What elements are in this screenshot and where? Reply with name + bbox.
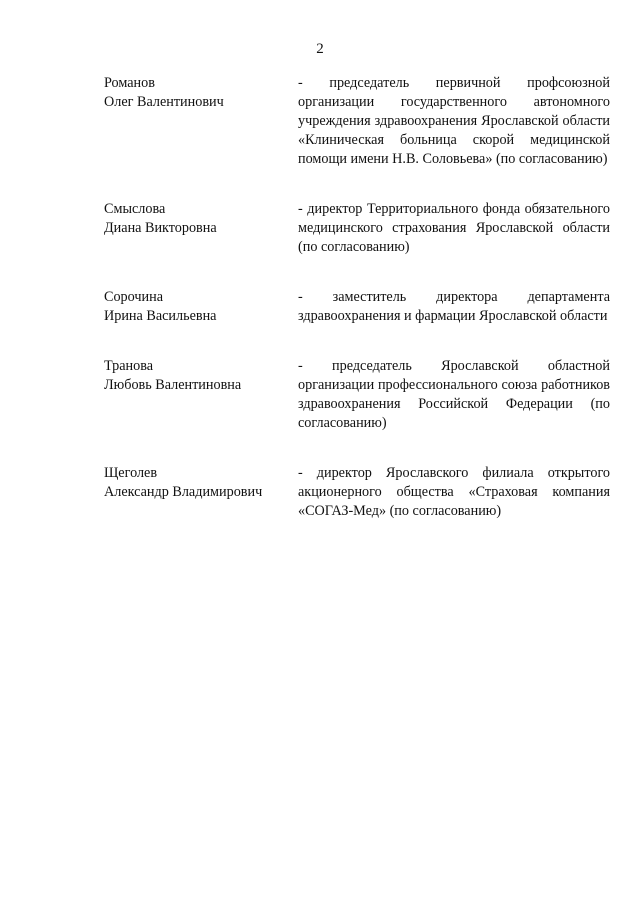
page-number: 2 (316, 41, 324, 57)
member-surname: Сорочина (104, 289, 163, 305)
member-given-names: Александр Владимирович (104, 484, 263, 500)
member-role: - заместитель директора департамента здравоохранения и фармации Ярославской области (298, 289, 610, 324)
member-role: - директор Территориального фонда обязательного медицинского страхования Ярославской области (по согласованию) (298, 201, 610, 255)
member-role: - председатель первичной профсоюзной организации государственного автономного учреждения здравоохранения Ярославской области «Клиническая больница скорой медицинской помощи имени Н.В. Соловьева» (по согласованию) (298, 75, 610, 167)
member-role: - председатель Ярославской областной организации профессионального союза работников здравоохранения Российской Федерации (по согласованию) (298, 358, 610, 431)
member-given-names: Диана Викторовна (104, 220, 217, 236)
member-entry (104, 464, 610, 521)
member-given-names: Олег Валентинович (104, 94, 224, 110)
member-name (104, 288, 298, 326)
member-name (104, 464, 298, 521)
member-surname: Смыслова (104, 201, 166, 217)
member-surname: Щеголев (104, 465, 158, 481)
member-name (104, 74, 298, 169)
member-given-names: Ирина Васильевна (104, 308, 217, 324)
member-entry (104, 200, 610, 257)
member-name (104, 357, 298, 433)
member-entry (104, 357, 610, 433)
member-name (104, 200, 298, 257)
member-given-names: Любовь Валентиновна (104, 377, 242, 393)
member-role: - директор Ярославского филиала открытого акционерного общества «Страховая компания «СОГАЗ-Мед» (по согласованию) (298, 465, 610, 519)
member-entry (104, 74, 610, 169)
member-entry (104, 288, 610, 326)
member-surname: Романов (104, 75, 155, 91)
member-list (104, 74, 610, 552)
member-surname: Транова (104, 358, 154, 374)
